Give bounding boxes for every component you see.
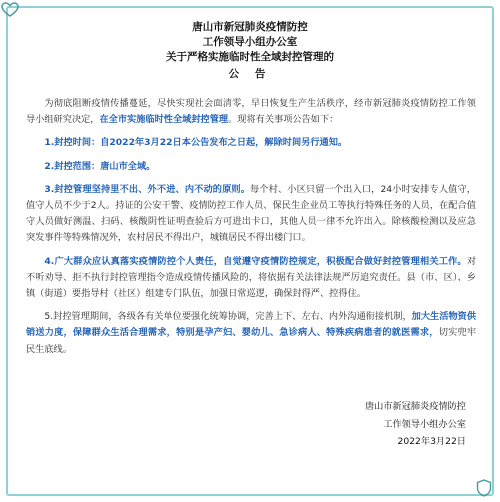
item-5-emphasis: 加大生活物资供销送力度，保障群众生活合理需求，特别是孕产妇、婴幼儿、急诊病人、特殊疾病患者的就医需求， [26,311,477,339]
item-5-text-end: 切实兜牢民生底线。 [26,327,477,355]
item-2-closure-scope: 2.封控范围：唐山市全域。 [44,160,156,172]
signoff-issuer-line1: 唐山市新冠肺炎疫情防控 [364,401,466,412]
item-4-text: 对不听劝导、拒不执行封控管理指令造成疫情传播风险的，将依据有关法律法规严厉追究责任。县（市、区）、乡镇（街道）要指导村（社区）组建专门队伍，加强日常巡逻，确保封得严、控得住。 [26,255,476,300]
item-3-paragraph [26,182,476,247]
intro-paragraph [26,96,476,128]
item-4-paragraph [26,254,476,303]
heart-outline-icon [0,0,20,20]
intro-text-end: 。现将有关事项公告如下： [228,114,339,126]
notice-body [26,96,476,365]
notice-header [0,20,500,82]
header-issuer-line1: 唐山市新冠肺炎疫情防控 [192,21,308,33]
header-notice-label: 公 告 [228,68,272,80]
shield-badge-icon [474,478,494,498]
signoff-date: 2022年3月22日 [397,436,466,447]
intro-emphasis: 在全市实施临时性全域封控管理 [99,114,229,126]
item-4-emphasis: 4.广大群众应认真落实疫情防控个人责任，自觉遵守疫情防控规定，积极配合做好封控管理相关工作。 [44,255,467,267]
item-5-text: 5.封控管理期间，各级各有关单位要强化统筹协调，完善上下、左右、内外沟通衔接机制， [44,311,412,323]
item-3-emphasis: 3.封控管理坚持里不出、外不进、内不动的原则。 [44,183,251,195]
intro-text: 为彻底阻断疫情传播蔓延，尽快实现社会面清零，早日恢复生产生活秩序，经市新冠肺炎疫情防控工作领导小组研究决定， [26,98,476,126]
header-title: 关于严格实施临时性全域封控管理的 [166,51,334,63]
signoff-issuer-line2: 工作领导小组办公室 [383,418,466,430]
item-1-closure-time: 1.封控时间：自2022年3月22日本公告发布之日起，解除时间另行通知。 [44,137,348,149]
item-5-paragraph [26,309,476,358]
signoff-block [365,398,466,451]
item-3-text: 每个村、小区只留一个出入口，24小时安排专人值守，值守人员不少于2人。持证的公安干警、疫情防控工作人员、保民生企业员工等执行特殊任务的人员，在配合值守人员做好测温、扫码、核酸阴性证明查验后方可进出卡口，其他人员一律不允许出入。除核酸检测以及应急突发事件等特殊情况外，农村居民不得出户，城镇居民不得出楼门口。 [26,183,476,244]
header-issuer-line2: 工作领导小组办公室 [202,36,298,48]
